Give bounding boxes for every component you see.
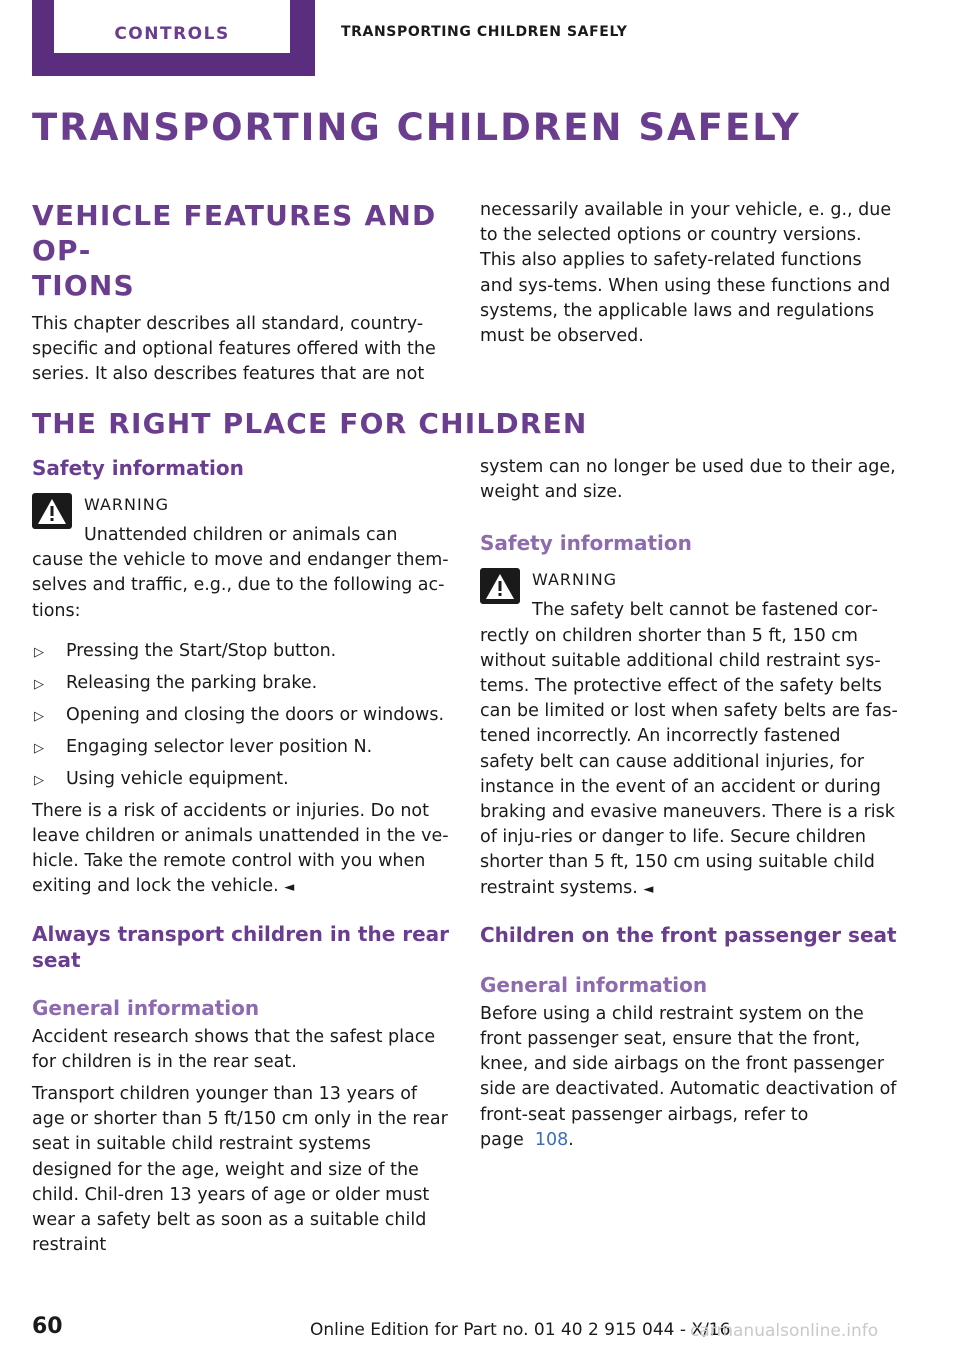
- page-word: page: [480, 1129, 524, 1150]
- warning-triangle-icon: [32, 493, 72, 529]
- rear-seat-heading: Always transport children in the rear seat: [32, 921, 450, 972]
- vehicle-features-right: [480, 198, 898, 349]
- list-item: ▷ Using vehicle equipment.: [32, 767, 452, 792]
- vehicle-features-text-left: This chapter describes all standard, country-specific and optional features offered with the series. It also describes features that are not: [32, 314, 436, 385]
- chapter-tab-label: CONTROLS: [54, 0, 290, 53]
- warning-text-1: cause the vehicle to move and endanger them‐selves and traffic, e.g., due to the following ac‐tions:: [32, 550, 449, 621]
- general-info-heading: General information: [32, 995, 260, 1020]
- right-place-heading: THE RIGHT PLACE FOR CHILDREN: [32, 407, 588, 440]
- end-mark: ◄: [643, 881, 654, 897]
- vehicle-features-left: [32, 198, 452, 388]
- warning-block-2: [480, 564, 898, 901]
- bullet-triangle-icon: ▷: [34, 740, 44, 756]
- front-seat-heading: Children on the front passenger seat: [480, 922, 897, 947]
- warning-text-2-body: [480, 624, 898, 902]
- page-number: 60: [32, 1314, 63, 1339]
- period: .: [568, 1129, 574, 1150]
- footer-edition: Online Edition for Part no. 01 40 2 915 044 - X/16: [310, 1320, 731, 1340]
- bullet-triangle-icon: ▷: [34, 772, 44, 788]
- vehicle-features-heading-line2: TIONS: [32, 269, 135, 302]
- header-tab-bar: [0, 0, 960, 76]
- front-seat-text: Before using a child restraint system on the front passenger seat, ensure that the front, knee, and side airbags on the front passenger side are deactivated. Automatic deactivation of front-seat passenger airbags, refer to: [480, 1003, 897, 1125]
- warning-first-line-2: The safety belt cannot be fastened cor‐: [532, 600, 878, 621]
- bullet-triangle-icon: ▷: [34, 708, 44, 724]
- bullet-triangle-icon: ▷: [34, 644, 44, 660]
- safety-info2-heading: Safety information: [480, 531, 692, 556]
- page-reference-link[interactable]: 108: [534, 1129, 569, 1150]
- warning-bullet-list: [32, 639, 452, 792]
- list-item: ▷ Pressing the Start/Stop button.: [32, 639, 452, 664]
- warning-after-text: [32, 799, 452, 901]
- list-item: ▷ Opening and closing the doors or windows.: [32, 703, 452, 728]
- page-title: TRANSPORTING CHILDREN SAFELY: [32, 106, 801, 149]
- general-info-p2: Transport children younger than 13 years of age or shorter than 5 ft/150 cm only in the rear seat in suitable child restraint systems designed for the age, weight and size of the child. Chil‐dren 13 years of age or older must wear a safety belt as soon as a suitable child restraint: [32, 1084, 448, 1256]
- list-item: ▷ Releasing the parking brake.: [32, 671, 452, 696]
- section-tab-label: TRANSPORTING CHILDREN SAFELY: [341, 24, 628, 40]
- warning-label-1: WARNING: [84, 495, 170, 514]
- vehicle-features-heading: [32, 198, 452, 303]
- right-column: [480, 455, 898, 1153]
- footer-watermark: carmanualsonline.info: [690, 1321, 879, 1341]
- warning-triangle-icon: [480, 568, 520, 604]
- warning-first-line-1: Unattended children or animals can: [84, 525, 398, 545]
- bullet-triangle-icon: ▷: [34, 676, 44, 692]
- warning-text-2: rectly on children shorter than 5 ft, 150 cm without suitable additional child restraint sys‐tems. The protective effect of the safety belts can be limited or lost when safety belts are fas‐tened incorrectly. An incorrectly fastened safety belt can cause additional injuries, for instance in the event of an accident or during braking and evasive maneuvers. There is a risk of inju‐ries or danger to life. Secure children shorter than 5 ft, 150 cm using suitable child restraint systems.: [480, 625, 898, 898]
- warning-block-1: [32, 489, 452, 624]
- front-seat-text-block: [480, 1002, 898, 1153]
- list-item: ▷ Engaging selector lever position N.: [32, 735, 452, 760]
- general-info-p1: Accident research shows that the safest place for children is in the rear seat.: [32, 1026, 436, 1072]
- warning-after-body: There is a risk of accidents or injuries. Do not leave children or animals unattended in the ve‐hicle. Take the remote control with you when exiting and lock the vehicle.: [32, 800, 449, 897]
- general-info2-heading: General information: [480, 972, 708, 997]
- vehicle-features-text-right: necessarily available in your vehicle, e. g., due to the selected options or country versions. This also applies to safety-related functions and sys‐tems. When using these functions and systems, the applicable laws and regulations must be observed.: [480, 200, 892, 347]
- safety-info-heading: Safety information: [32, 456, 244, 480]
- end-mark: ◄: [284, 880, 295, 896]
- vehicle-features-heading-line1: VEHICLE FEATURES AND OP‐: [32, 199, 437, 267]
- warning-label-2: WARNING: [532, 570, 618, 590]
- left-column: [32, 455, 452, 1258]
- right-continuation-text: system can no longer be used due to their age, weight and size.: [480, 457, 896, 503]
